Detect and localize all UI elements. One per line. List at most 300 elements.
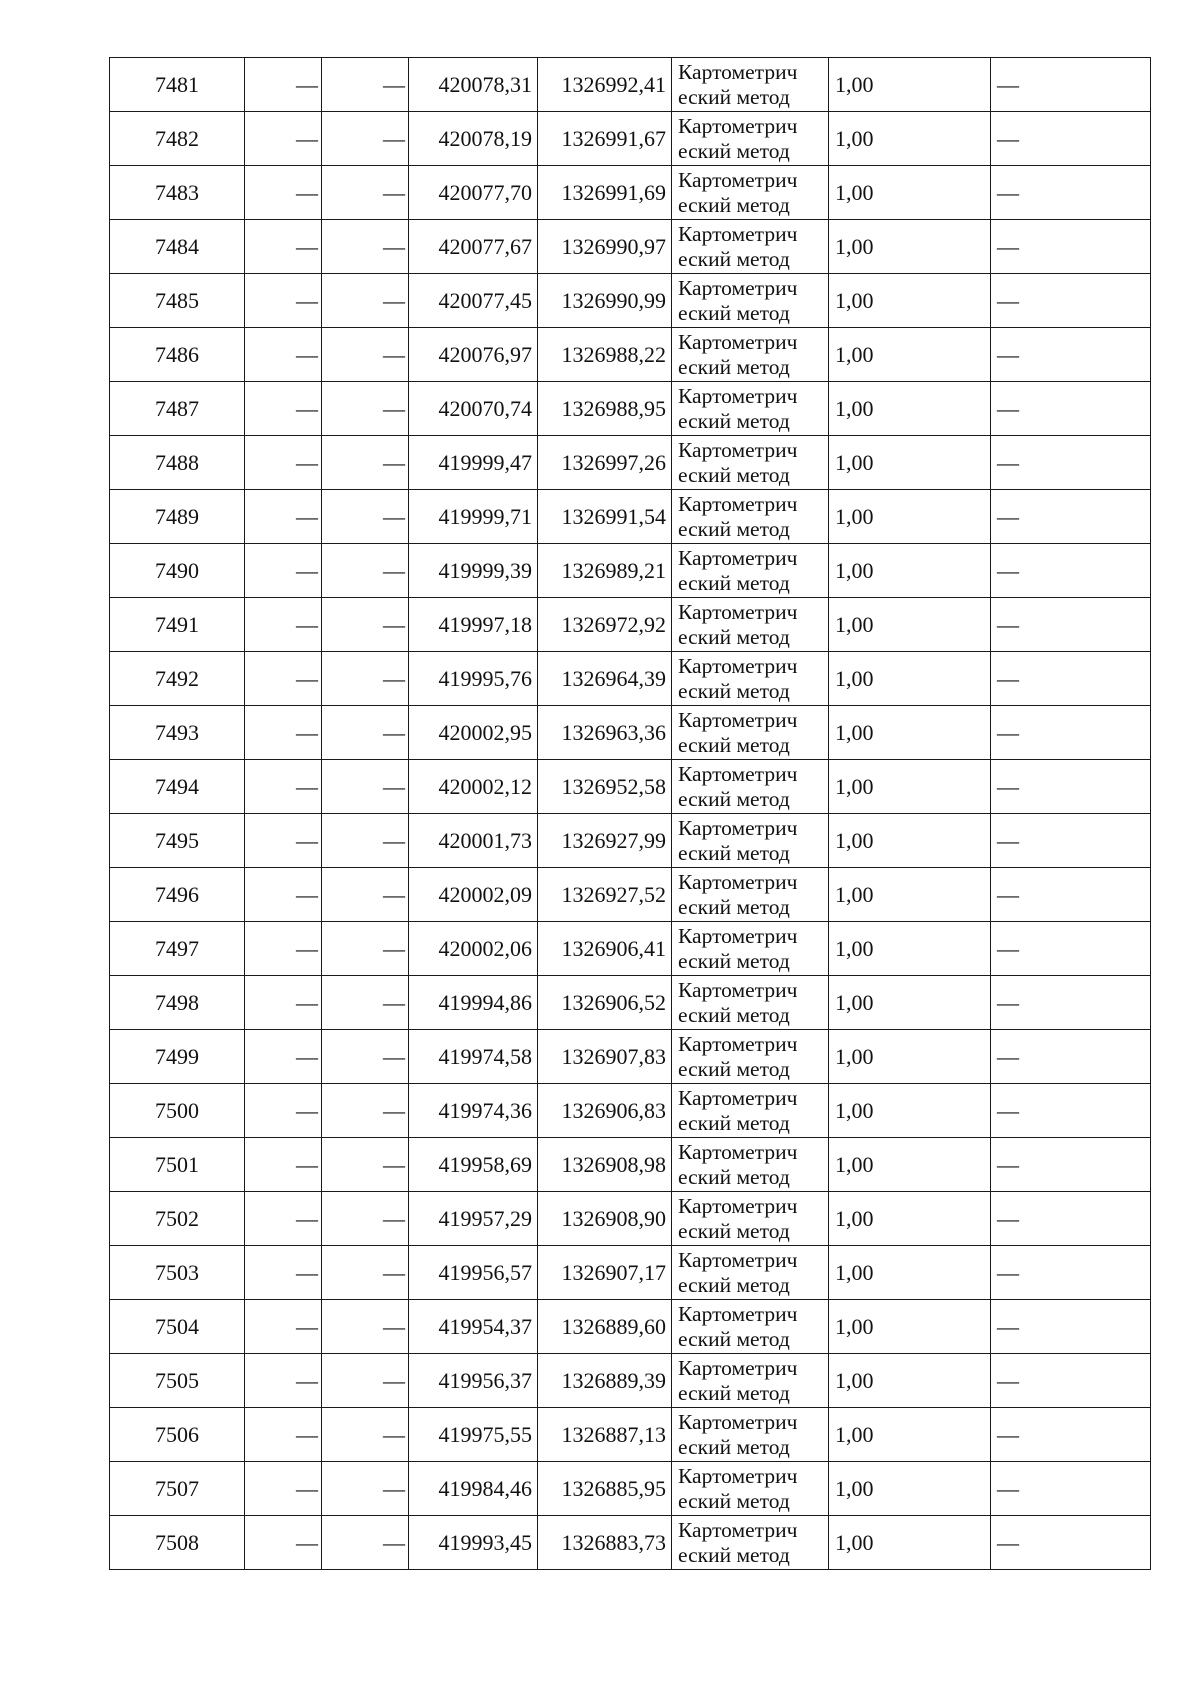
empty-dash-3: — xyxy=(991,274,1151,328)
method-cell xyxy=(672,1354,829,1408)
empty-dash-1: — xyxy=(245,1408,322,1462)
empty-dash-1: — xyxy=(245,382,322,436)
empty-dash-2: — xyxy=(322,436,409,490)
empty-dash-2: — xyxy=(322,544,409,598)
point-number: 7483 xyxy=(110,166,245,220)
method-cell xyxy=(672,1246,829,1300)
empty-dash-2: — xyxy=(322,220,409,274)
empty-dash-3: — xyxy=(991,328,1151,382)
point-number: 7489 xyxy=(110,490,245,544)
coord-y: 1326997,26 xyxy=(538,436,672,490)
table-row xyxy=(110,1192,1151,1246)
accuracy-value: 1,00 xyxy=(829,1300,991,1354)
method-cell xyxy=(672,112,829,166)
coord-x: 420002,95 xyxy=(409,706,538,760)
method-line-2: еский метод xyxy=(678,1488,790,1513)
coord-y: 1326907,83 xyxy=(538,1030,672,1084)
empty-dash-3: — xyxy=(991,814,1151,868)
empty-dash-1: — xyxy=(245,652,322,706)
accuracy-value: 1,00 xyxy=(829,1138,991,1192)
coord-x: 419999,71 xyxy=(409,490,538,544)
empty-dash-3: — xyxy=(991,760,1151,814)
empty-dash-1: — xyxy=(245,706,322,760)
empty-dash-2: — xyxy=(322,382,409,436)
table-row xyxy=(110,112,1151,166)
coord-y: 1326906,41 xyxy=(538,922,672,976)
method-cell xyxy=(672,868,829,922)
accuracy-value: 1,00 xyxy=(829,1516,991,1570)
method-line-2: еский метод xyxy=(678,246,790,271)
method-line-1: Картометрич xyxy=(678,1085,798,1110)
table-row xyxy=(110,598,1151,652)
coord-y: 1326963,36 xyxy=(538,706,672,760)
method-line-2: еский метод xyxy=(678,948,790,973)
coord-y: 1326990,97 xyxy=(538,220,672,274)
accuracy-value: 1,00 xyxy=(829,220,991,274)
table-row xyxy=(110,706,1151,760)
method-line-1: Картометрич xyxy=(678,1409,798,1434)
table-row xyxy=(110,1138,1151,1192)
empty-dash-3: — xyxy=(991,1192,1151,1246)
empty-dash-1: — xyxy=(245,328,322,382)
empty-dash-2: — xyxy=(322,1462,409,1516)
method-line-2: еский метод xyxy=(678,1272,790,1297)
empty-dash-3: — xyxy=(991,922,1151,976)
method-cell xyxy=(672,598,829,652)
method-line-1: Картометрич xyxy=(678,491,798,516)
point-number: 7482 xyxy=(110,112,245,166)
empty-dash-2: — xyxy=(322,1300,409,1354)
table-row xyxy=(110,328,1151,382)
method-line-1: Картометрич xyxy=(678,545,798,570)
coordinates-table xyxy=(109,57,1151,1570)
accuracy-value: 1,00 xyxy=(829,1354,991,1408)
empty-dash-2: — xyxy=(322,166,409,220)
empty-dash-3: — xyxy=(991,490,1151,544)
accuracy-value: 1,00 xyxy=(829,166,991,220)
coord-x: 420002,06 xyxy=(409,922,538,976)
empty-dash-1: — xyxy=(245,1300,322,1354)
coord-y: 1326889,60 xyxy=(538,1300,672,1354)
coord-y: 1326927,99 xyxy=(538,814,672,868)
accuracy-value: 1,00 xyxy=(829,1084,991,1138)
table-row xyxy=(110,1246,1151,1300)
coord-x: 419956,37 xyxy=(409,1354,538,1408)
point-number: 7503 xyxy=(110,1246,245,1300)
accuracy-value: 1,00 xyxy=(829,382,991,436)
coord-y: 1326972,92 xyxy=(538,598,672,652)
method-line-1: Картометрич xyxy=(678,275,798,300)
empty-dash-2: — xyxy=(322,652,409,706)
coord-x: 419997,18 xyxy=(409,598,538,652)
empty-dash-3: — xyxy=(991,544,1151,598)
empty-dash-2: — xyxy=(322,1084,409,1138)
method-line-1: Картометрич xyxy=(678,1193,798,1218)
coord-x: 419995,76 xyxy=(409,652,538,706)
empty-dash-2: — xyxy=(322,1138,409,1192)
coord-y: 1326883,73 xyxy=(538,1516,672,1570)
empty-dash-1: — xyxy=(245,166,322,220)
method-line-1: Картометрич xyxy=(678,707,798,732)
empty-dash-1: — xyxy=(245,976,322,1030)
method-line-2: еский метод xyxy=(678,1164,790,1189)
method-cell xyxy=(672,1030,829,1084)
coord-y: 1326927,52 xyxy=(538,868,672,922)
method-line-2: еский метод xyxy=(678,1056,790,1081)
method-line-1: Картометрич xyxy=(678,113,798,138)
method-line-1: Картометрич xyxy=(678,1301,798,1326)
method-line-2: еский метод xyxy=(678,894,790,919)
method-cell xyxy=(672,382,829,436)
method-cell xyxy=(672,652,829,706)
coord-y: 1326990,99 xyxy=(538,274,672,328)
table-row xyxy=(110,436,1151,490)
empty-dash-3: — xyxy=(991,1516,1151,1570)
empty-dash-1: — xyxy=(245,274,322,328)
accuracy-value: 1,00 xyxy=(829,1246,991,1300)
empty-dash-2: — xyxy=(322,1246,409,1300)
coord-y: 1326906,83 xyxy=(538,1084,672,1138)
point-number: 7494 xyxy=(110,760,245,814)
method-line-1: Картометрич xyxy=(678,1247,798,1272)
empty-dash-2: — xyxy=(322,1030,409,1084)
method-cell xyxy=(672,436,829,490)
coord-x: 419994,86 xyxy=(409,976,538,1030)
empty-dash-2: — xyxy=(322,1408,409,1462)
method-line-2: еский метод xyxy=(678,462,790,487)
point-number: 7502 xyxy=(110,1192,245,1246)
method-cell xyxy=(672,328,829,382)
method-cell xyxy=(672,706,829,760)
method-line-2: еский метод xyxy=(678,1434,790,1459)
coord-x: 419958,69 xyxy=(409,1138,538,1192)
coord-x: 420070,74 xyxy=(409,382,538,436)
method-cell xyxy=(672,1300,829,1354)
method-cell xyxy=(672,58,829,112)
empty-dash-1: — xyxy=(245,436,322,490)
coord-y: 1326906,52 xyxy=(538,976,672,1030)
method-line-2: еский метод xyxy=(678,732,790,757)
method-line-1: Картометрич xyxy=(678,869,798,894)
method-line-2: еский метод xyxy=(678,516,790,541)
point-number: 7495 xyxy=(110,814,245,868)
method-line-1: Картометрич xyxy=(678,167,798,192)
empty-dash-3: — xyxy=(991,1354,1151,1408)
accuracy-value: 1,00 xyxy=(829,1192,991,1246)
empty-dash-3: — xyxy=(991,1084,1151,1138)
point-number: 7506 xyxy=(110,1408,245,1462)
coord-y: 1326908,90 xyxy=(538,1192,672,1246)
method-cell xyxy=(672,814,829,868)
table-row xyxy=(110,490,1151,544)
point-number: 7504 xyxy=(110,1300,245,1354)
empty-dash-1: — xyxy=(245,544,322,598)
point-number: 7501 xyxy=(110,1138,245,1192)
accuracy-value: 1,00 xyxy=(829,922,991,976)
coord-y: 1326991,54 xyxy=(538,490,672,544)
method-line-2: еский метод xyxy=(678,570,790,595)
point-number: 7500 xyxy=(110,1084,245,1138)
coord-y: 1326988,95 xyxy=(538,382,672,436)
coord-x: 419974,36 xyxy=(409,1084,538,1138)
method-line-1: Картометрич xyxy=(678,1031,798,1056)
accuracy-value: 1,00 xyxy=(829,868,991,922)
method-line-1: Картометрич xyxy=(678,1355,798,1380)
method-cell xyxy=(672,760,829,814)
empty-dash-2: — xyxy=(322,598,409,652)
coord-y: 1326991,67 xyxy=(538,112,672,166)
empty-dash-1: — xyxy=(245,760,322,814)
table-row xyxy=(110,382,1151,436)
accuracy-value: 1,00 xyxy=(829,814,991,868)
method-line-1: Картометрич xyxy=(678,1463,798,1488)
accuracy-value: 1,00 xyxy=(829,274,991,328)
point-number: 7485 xyxy=(110,274,245,328)
empty-dash-1: — xyxy=(245,1516,322,1570)
table-row xyxy=(110,760,1151,814)
accuracy-value: 1,00 xyxy=(829,490,991,544)
empty-dash-3: — xyxy=(991,652,1151,706)
method-line-1: Картометрич xyxy=(678,383,798,408)
accuracy-value: 1,00 xyxy=(829,652,991,706)
point-number: 7486 xyxy=(110,328,245,382)
empty-dash-1: — xyxy=(245,490,322,544)
coord-x: 420001,73 xyxy=(409,814,538,868)
method-cell xyxy=(672,922,829,976)
method-cell xyxy=(672,1084,829,1138)
empty-dash-1: — xyxy=(245,868,322,922)
table-body xyxy=(110,58,1151,1570)
empty-dash-3: — xyxy=(991,1408,1151,1462)
table-row xyxy=(110,1516,1151,1570)
coord-y: 1326991,69 xyxy=(538,166,672,220)
table-row xyxy=(110,58,1151,112)
empty-dash-1: — xyxy=(245,1246,322,1300)
method-line-1: Картометрич xyxy=(678,437,798,462)
point-number: 7493 xyxy=(110,706,245,760)
method-line-2: еский метод xyxy=(678,1218,790,1243)
method-line-1: Картометрич xyxy=(678,761,798,786)
coord-y: 1326992,41 xyxy=(538,58,672,112)
accuracy-value: 1,00 xyxy=(829,58,991,112)
method-line-1: Картометрич xyxy=(678,1517,798,1542)
method-line-2: еский метод xyxy=(678,1542,790,1567)
coord-y: 1326908,98 xyxy=(538,1138,672,1192)
coord-y: 1326952,58 xyxy=(538,760,672,814)
point-number: 7499 xyxy=(110,1030,245,1084)
coord-x: 420078,31 xyxy=(409,58,538,112)
empty-dash-3: — xyxy=(991,868,1151,922)
table-row xyxy=(110,544,1151,598)
point-number: 7487 xyxy=(110,382,245,436)
empty-dash-2: — xyxy=(322,868,409,922)
empty-dash-3: — xyxy=(991,382,1151,436)
empty-dash-2: — xyxy=(322,112,409,166)
table-row xyxy=(110,1084,1151,1138)
empty-dash-2: — xyxy=(322,814,409,868)
coord-x: 419999,47 xyxy=(409,436,538,490)
empty-dash-1: — xyxy=(245,1192,322,1246)
method-line-2: еский метод xyxy=(678,1326,790,1351)
accuracy-value: 1,00 xyxy=(829,1408,991,1462)
table-row xyxy=(110,1408,1151,1462)
table-row xyxy=(110,166,1151,220)
empty-dash-1: — xyxy=(245,1354,322,1408)
empty-dash-3: — xyxy=(991,436,1151,490)
empty-dash-2: — xyxy=(322,1354,409,1408)
point-number: 7496 xyxy=(110,868,245,922)
method-line-2: еский метод xyxy=(678,678,790,703)
empty-dash-2: — xyxy=(322,1192,409,1246)
point-number: 7507 xyxy=(110,1462,245,1516)
point-number: 7492 xyxy=(110,652,245,706)
method-line-1: Картометрич xyxy=(678,977,798,1002)
method-line-1: Картометрич xyxy=(678,221,798,246)
coord-y: 1326988,22 xyxy=(538,328,672,382)
method-cell xyxy=(672,1138,829,1192)
method-line-2: еский метод xyxy=(678,192,790,217)
method-cell xyxy=(672,490,829,544)
point-number: 7490 xyxy=(110,544,245,598)
coord-x: 419993,45 xyxy=(409,1516,538,1570)
empty-dash-2: — xyxy=(322,328,409,382)
method-line-1: Картометрич xyxy=(678,815,798,840)
method-cell xyxy=(672,544,829,598)
accuracy-value: 1,00 xyxy=(829,760,991,814)
method-cell xyxy=(672,220,829,274)
method-line-1: Картометрич xyxy=(678,599,798,624)
empty-dash-1: — xyxy=(245,1084,322,1138)
coord-x: 420077,70 xyxy=(409,166,538,220)
point-number: 7484 xyxy=(110,220,245,274)
coord-x: 419957,29 xyxy=(409,1192,538,1246)
empty-dash-3: — xyxy=(991,166,1151,220)
method-line-1: Картометрич xyxy=(678,329,798,354)
accuracy-value: 1,00 xyxy=(829,706,991,760)
empty-dash-1: — xyxy=(245,58,322,112)
empty-dash-2: — xyxy=(322,1516,409,1570)
coord-x: 420078,19 xyxy=(409,112,538,166)
method-line-2: еский метод xyxy=(678,84,790,109)
empty-dash-2: — xyxy=(322,58,409,112)
coord-x: 419975,55 xyxy=(409,1408,538,1462)
point-number: 7488 xyxy=(110,436,245,490)
method-line-2: еский метод xyxy=(678,300,790,325)
method-line-1: Картометрич xyxy=(678,1139,798,1164)
empty-dash-3: — xyxy=(991,58,1151,112)
method-line-2: еский метод xyxy=(678,786,790,811)
table-row xyxy=(110,814,1151,868)
method-line-2: еский метод xyxy=(678,840,790,865)
table-row xyxy=(110,1462,1151,1516)
coord-x: 419984,46 xyxy=(409,1462,538,1516)
empty-dash-2: — xyxy=(322,706,409,760)
accuracy-value: 1,00 xyxy=(829,436,991,490)
empty-dash-1: — xyxy=(245,814,322,868)
point-number: 7497 xyxy=(110,922,245,976)
method-cell xyxy=(672,976,829,1030)
method-line-1: Картометрич xyxy=(678,653,798,678)
coord-y: 1326964,39 xyxy=(538,652,672,706)
coord-x: 420077,67 xyxy=(409,220,538,274)
empty-dash-1: — xyxy=(245,1462,322,1516)
method-line-2: еский метод xyxy=(678,354,790,379)
empty-dash-1: — xyxy=(245,220,322,274)
table-row xyxy=(110,1300,1151,1354)
method-cell xyxy=(672,1516,829,1570)
method-line-1: Картометрич xyxy=(678,59,798,84)
empty-dash-3: — xyxy=(991,976,1151,1030)
method-cell xyxy=(672,1462,829,1516)
empty-dash-3: — xyxy=(991,1246,1151,1300)
coord-x: 419954,37 xyxy=(409,1300,538,1354)
accuracy-value: 1,00 xyxy=(829,1030,991,1084)
method-line-2: еский метод xyxy=(678,138,790,163)
coord-x: 420002,09 xyxy=(409,868,538,922)
empty-dash-3: — xyxy=(991,1138,1151,1192)
point-number: 7505 xyxy=(110,1354,245,1408)
coord-y: 1326907,17 xyxy=(538,1246,672,1300)
empty-dash-2: — xyxy=(322,274,409,328)
empty-dash-2: — xyxy=(322,922,409,976)
coord-y: 1326889,39 xyxy=(538,1354,672,1408)
accuracy-value: 1,00 xyxy=(829,1462,991,1516)
table-row xyxy=(110,274,1151,328)
empty-dash-3: — xyxy=(991,1462,1151,1516)
empty-dash-2: — xyxy=(322,760,409,814)
accuracy-value: 1,00 xyxy=(829,112,991,166)
table-row xyxy=(110,220,1151,274)
empty-dash-3: — xyxy=(991,706,1151,760)
table-row xyxy=(110,1030,1151,1084)
empty-dash-3: — xyxy=(991,598,1151,652)
coord-x: 420076,97 xyxy=(409,328,538,382)
accuracy-value: 1,00 xyxy=(829,976,991,1030)
method-line-2: еский метод xyxy=(678,624,790,649)
empty-dash-1: — xyxy=(245,1030,322,1084)
method-cell xyxy=(672,1192,829,1246)
empty-dash-3: — xyxy=(991,220,1151,274)
empty-dash-3: — xyxy=(991,1030,1151,1084)
empty-dash-3: — xyxy=(991,112,1151,166)
method-line-1: Картометрич xyxy=(678,923,798,948)
method-line-2: еский метод xyxy=(678,1380,790,1405)
coord-x: 419974,58 xyxy=(409,1030,538,1084)
coord-y: 1326885,95 xyxy=(538,1462,672,1516)
empty-dash-1: — xyxy=(245,112,322,166)
point-number: 7481 xyxy=(110,58,245,112)
coord-x: 419956,57 xyxy=(409,1246,538,1300)
method-cell xyxy=(672,166,829,220)
empty-dash-1: — xyxy=(245,598,322,652)
accuracy-value: 1,00 xyxy=(829,598,991,652)
coord-y: 1326989,21 xyxy=(538,544,672,598)
method-line-2: еский метод xyxy=(678,1110,790,1135)
table-row xyxy=(110,922,1151,976)
empty-dash-2: — xyxy=(322,490,409,544)
point-number: 7491 xyxy=(110,598,245,652)
table-row xyxy=(110,868,1151,922)
coord-x: 419999,39 xyxy=(409,544,538,598)
empty-dash-3: — xyxy=(991,1300,1151,1354)
accuracy-value: 1,00 xyxy=(829,328,991,382)
method-cell xyxy=(672,274,829,328)
empty-dash-1: — xyxy=(245,1138,322,1192)
method-line-2: еский метод xyxy=(678,408,790,433)
accuracy-value: 1,00 xyxy=(829,544,991,598)
method-line-2: еский метод xyxy=(678,1002,790,1027)
table-row xyxy=(110,652,1151,706)
